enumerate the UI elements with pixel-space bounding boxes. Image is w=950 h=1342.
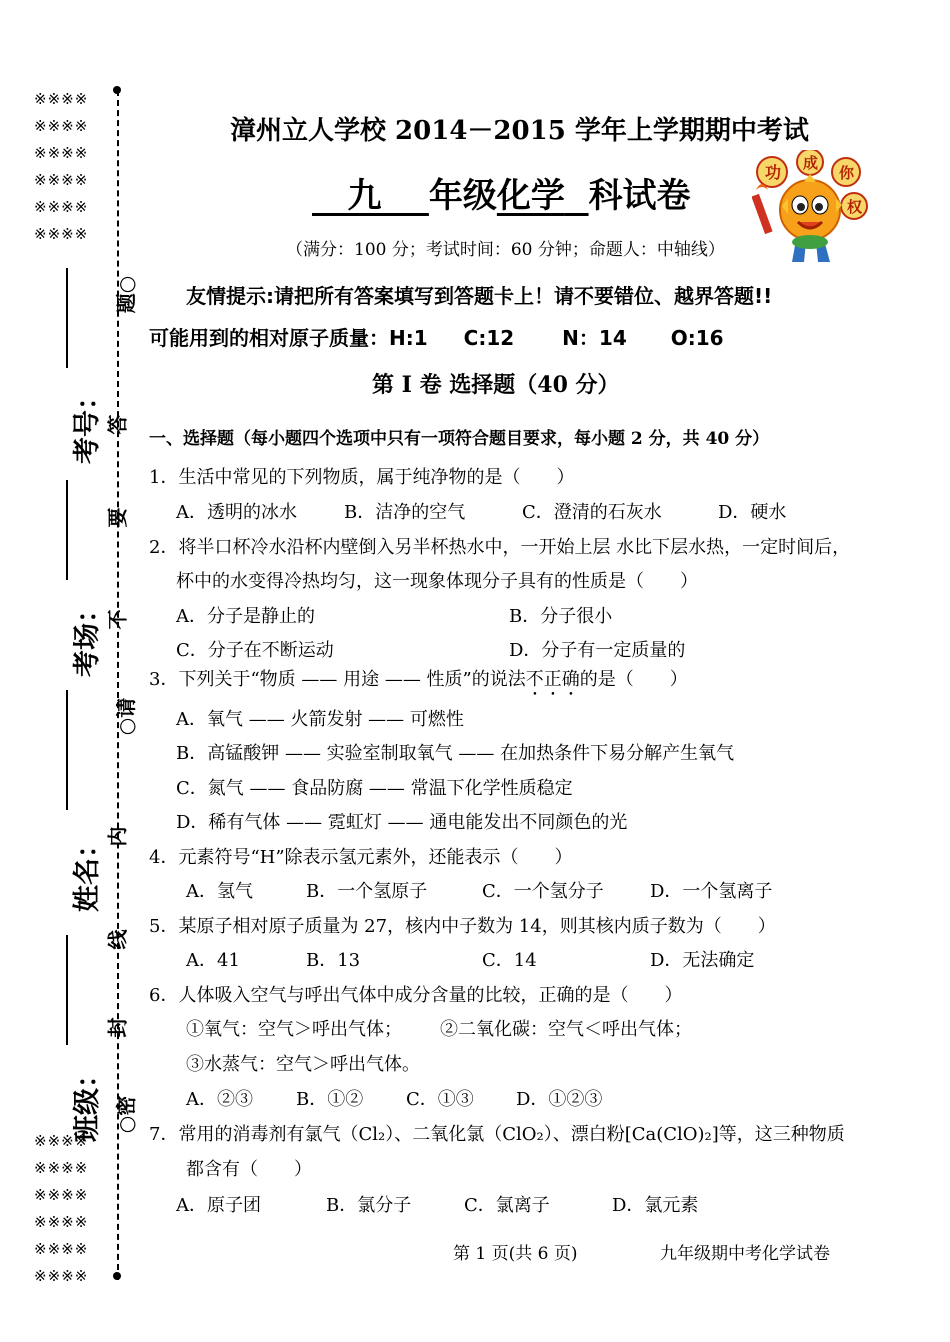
class-label: 班级： [72,1061,103,1142]
question-3 [149,665,688,700]
mass-o: O:16 [670,326,724,350]
option[interactable]: C．澄清的石灰水 [522,502,662,523]
xmark-row: ※※※※ [34,225,89,243]
option[interactable]: A．②③ [186,1089,253,1110]
mass-c: C:12 [463,326,515,350]
option[interactable]: A．氧气 —— 火箭发射 —— 可燃性 [176,709,464,730]
subject-text: 化学 [496,176,565,216]
seal-line-end-dot [113,1272,121,1280]
seal-char: ○请 [114,697,139,736]
xmark-row: ※※※※ [34,117,89,135]
xmark-row: ※※※※ [34,1240,89,1258]
exam-title: 漳州立人学校 2014－2015 学年上学期期中考试 [230,116,809,146]
class-blank[interactable] [66,935,68,1045]
option[interactable]: D．分子有一定质量的 [509,640,686,661]
grade-value [312,176,429,216]
mascot-char: 功 [765,163,782,182]
option[interactable]: C．①③ [406,1089,474,1110]
seal-char: ○密 [114,1095,139,1134]
option[interactable]: D．无法确定 [650,950,755,971]
xmark-block-bottom [34,1128,88,1290]
question-2-options-row-2 [176,636,685,662]
paper-subtitle [312,168,691,217]
mass-n: N：14 [562,326,627,350]
question-2-line-2: 杯中的水变得冷热均匀，这一现象体现分子具有的性质是（ ） [176,571,698,592]
option[interactable]: A．透明的冰水 [176,502,297,523]
seal-char: 答 [105,414,130,435]
option[interactable]: D．氯元素 [612,1195,699,1216]
seal-char: 要 [105,507,130,528]
xmark-row: ※※※※ [34,1267,89,1285]
option[interactable]: C．14 [482,950,537,971]
name-blank[interactable] [66,690,68,810]
option[interactable]: B．分子很小 [509,606,613,627]
option[interactable]: D．一个氢离子 [650,881,773,902]
question-7-line-1: 7．常用的消毒剂有氯气（Cl₂）、二氧化氯（ClO₂）、漂白粉[Ca(ClO)₂]等，这三种物质 [149,1124,845,1145]
option[interactable]: C．一个氢分子 [482,881,604,902]
mascot-char: 权 [847,198,863,216]
option[interactable]: D．稀有气体 —— 霓虹灯 —— 通电能发出不同颜色的光 [176,812,628,833]
option[interactable]: B．高锰酸钾 —— 实验室制取氧气 —— 在加热条件下易分解产生氧气 [176,743,735,764]
question-5-options [186,946,754,972]
mascot-char: 你 [839,164,855,182]
option[interactable]: D．硬水 [718,502,787,523]
option[interactable]: C．氮气 —— 食品防腐 —— 常温下化学性质稳定 [176,778,573,799]
grade-suffix: 年级 [428,176,497,216]
mass-h: 可能用到的相对原子质量：H:1 [149,326,428,350]
question-1: 1．生活中常见的下列物质，属于纯净物的是（ ） [149,467,575,488]
option[interactable]: B．①② [296,1089,364,1110]
xmark-row: ※※※※ [34,171,89,189]
statement: ①氧气：空气＞呼出气体； [186,1019,402,1040]
friendly-tip: 友情提示:请把所有答案填写到答题卡上！请不要错位、越界答题!! [186,284,773,308]
part-title: 一、选择题（每小题四个选项中只有一项符合题目要求，每小题 2 分，共 40 分） [149,429,770,449]
statement: ②二氧化碳：空气＜呼出气体； [440,1019,692,1040]
xmark-row: ※※※※ [34,1186,89,1204]
exam-meta: （满分：100 分；考试时间：60 分钟；命题人：中轴线） [286,240,725,260]
option[interactable]: A．原子团 [176,1195,261,1216]
exam-room-label: 考场： [72,596,103,677]
seal-char: 封 [105,1017,130,1038]
question-3-text: 3．下列关于“物质 —— 用途 —— 性质”的说法 [149,669,526,690]
question-7-options [176,1191,698,1217]
grade-text: 九 [347,176,382,216]
xmark-row: ※※※※ [34,1213,89,1231]
question-6: 6．人体吸入空气与呼出气体中成分含量的比较，正确的是（ ） [149,985,683,1006]
exam-number-blank[interactable] [66,268,68,368]
mascot-char: 成 [803,154,819,172]
page-number: 第 1 页(共 6 页) [453,1244,578,1264]
question-7-line-2: 都含有（ ） [186,1159,312,1180]
exam-number-label: 考号： [72,383,103,464]
xmark-row: ※※※※ [34,144,89,162]
atomic-mass-line [149,322,724,351]
question-4: 4．元素符号“H”除表示氢元素外，还能表示（ ） [149,847,573,868]
option[interactable]: C．氯离子 [464,1195,550,1216]
question-3-emphasis: 不正确 [525,669,580,690]
section-title: 第 I 卷 选择题（40 分） [372,372,620,398]
xmark-block-top [34,86,88,248]
option[interactable]: B．13 [306,950,361,971]
subject-suffix: 科试卷 [588,176,691,216]
xmark-row: ※※※※ [34,1159,89,1177]
question-6-statements [186,1015,692,1041]
seal-char: 题○ [114,275,139,314]
option[interactable]: B．氯分子 [326,1195,412,1216]
option[interactable]: B．一个氢原子 [306,881,428,902]
xmark-row: ※※※※ [34,90,89,108]
footer-label: 九年级期中考化学试卷 [660,1244,830,1264]
option[interactable]: A．氢气 [186,881,253,902]
question-6-options [186,1085,602,1111]
seal-char: 线 [105,929,130,950]
xmark-row: ※※※※ [34,1132,89,1150]
exam-room-blank[interactable] [66,480,68,580]
question-3-text-end: 的是（ ） [579,669,688,690]
seal-char: 不 [105,609,130,630]
question-2-line-1: 2．将半口杯冷水沿杯内壁倒入另半杯热水中，一开始上层 水比下层水热，一定时间后， [149,537,851,558]
option[interactable]: C．分子在不断运动 [176,640,334,661]
option[interactable]: D．①②③ [516,1089,603,1110]
subject-value [497,176,589,216]
option[interactable]: A．41 [186,950,240,971]
option[interactable]: B．洁净的空气 [344,502,466,523]
statement: ③水蒸气：空气＞呼出气体。 [186,1054,420,1075]
xmark-row: ※※※※ [34,198,89,216]
question-1-options [176,498,786,524]
seal-char: 内 [105,826,130,847]
question-2-options-row-1 [176,602,612,628]
question-5: 5．某原子相对原子质量为 27，核内中子数为 14，则其核内质子数为（ ） [149,916,776,937]
name-label: 姓名： [72,831,103,912]
question-4-options [186,877,772,903]
option[interactable]: A．分子是静止的 [176,606,315,627]
seal-line-end-dot [113,86,121,94]
sun-mascot-image [752,150,872,268]
